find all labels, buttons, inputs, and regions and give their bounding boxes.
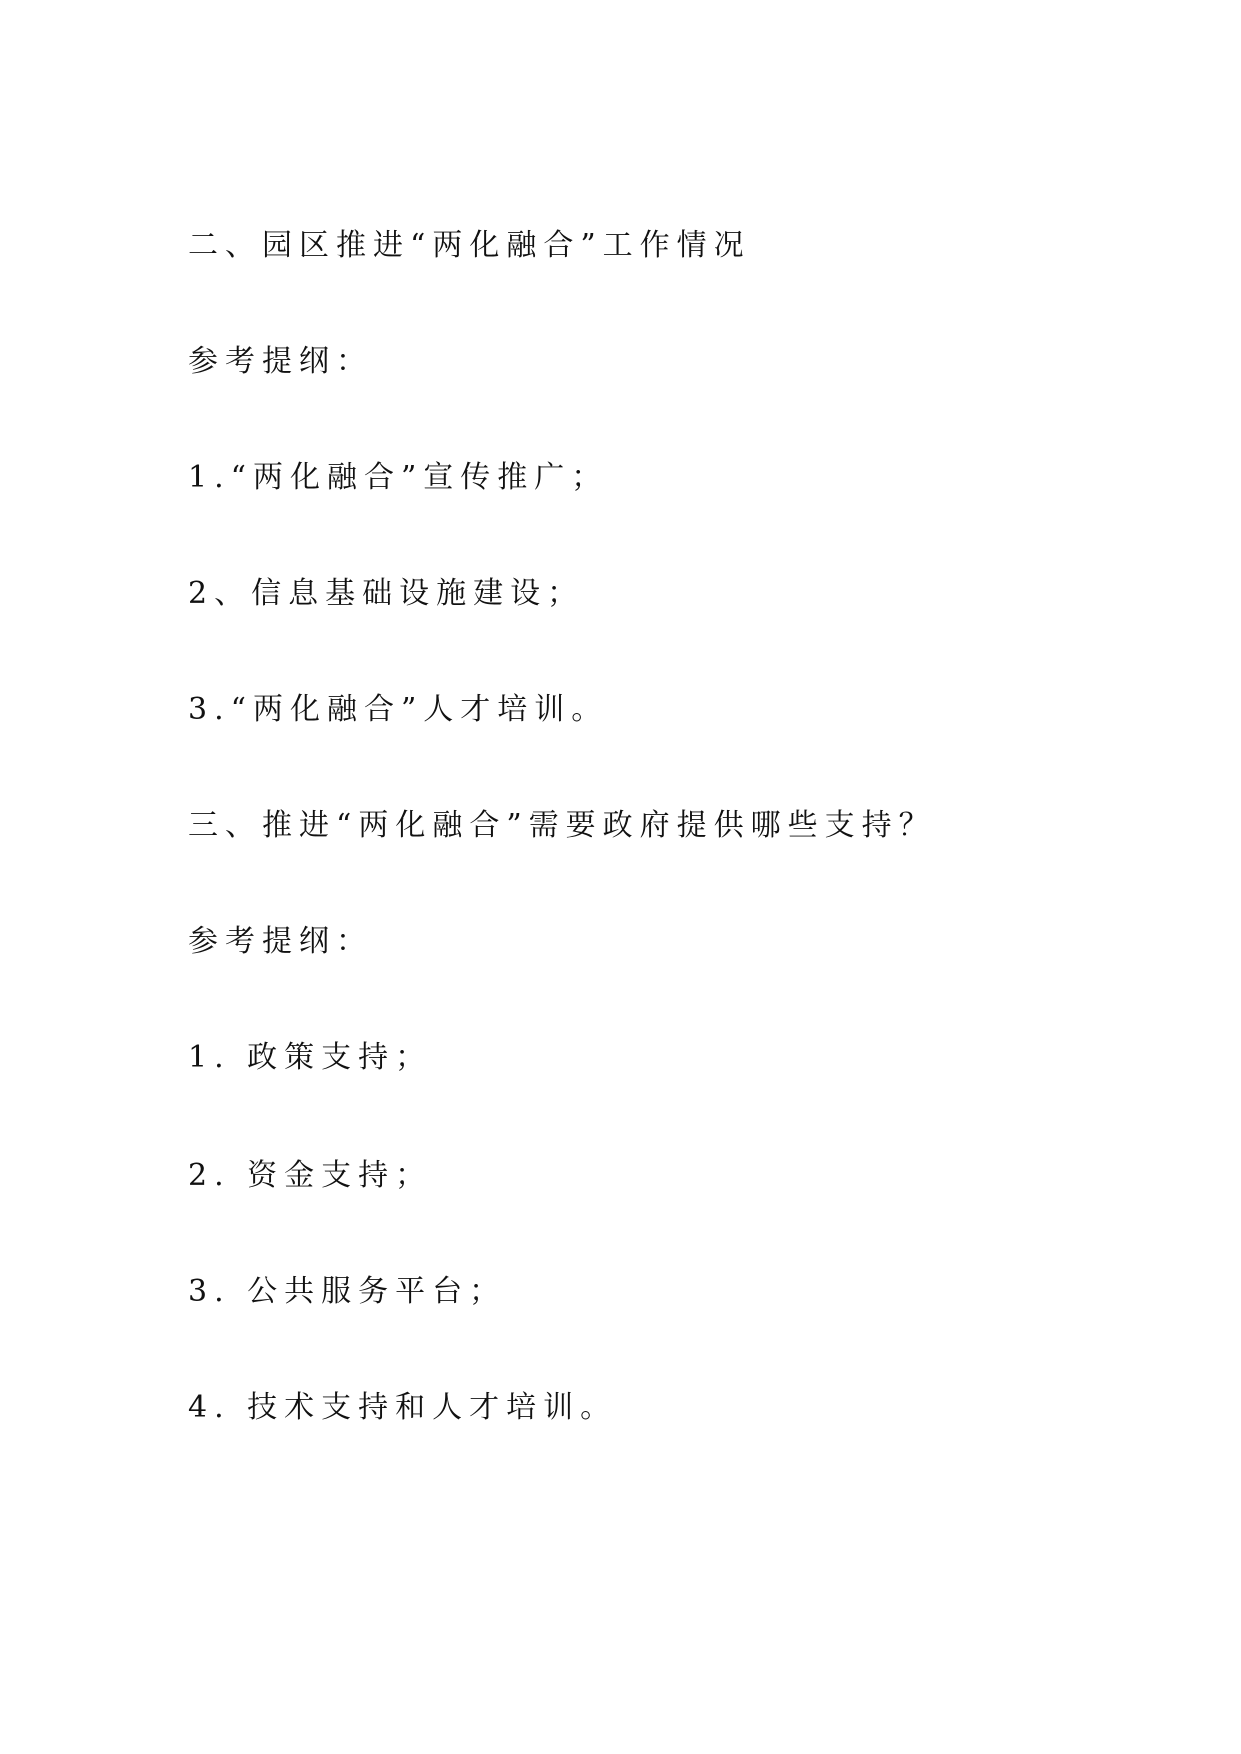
- outline-item-1: 1.“两化融合”宣传推广；: [188, 460, 609, 495]
- support-item-1: 1. 政策支持；: [188, 1040, 433, 1075]
- outline-label: 参考提纲：: [188, 924, 373, 959]
- section-heading-3: 三、推进“两化融合”需要政府提供哪些支持？: [188, 808, 936, 843]
- support-item-4: 4. 技术支持和人才培训。: [188, 1390, 618, 1425]
- support-item-3: 3. 公共服务平台；: [188, 1274, 507, 1309]
- outline-item-3: 3.“两化融合”人才培训。: [188, 692, 609, 727]
- outline-item-2: 2、信息基础设施建设；: [188, 576, 585, 611]
- section-heading-2: 二、园区推进“两化融合”工作情况: [188, 228, 751, 263]
- support-item-2: 2. 资金支持；: [188, 1158, 433, 1193]
- outline-label: 参考提纲：: [188, 344, 373, 379]
